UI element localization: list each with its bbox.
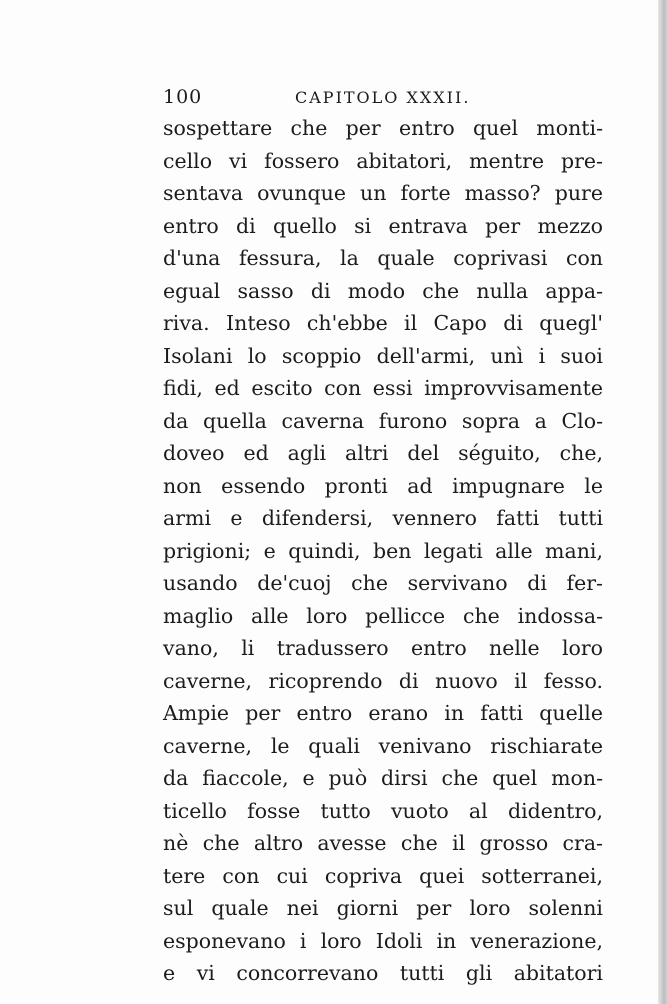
- text-line: d'una fessura, la quale coprivasi con: [163, 246, 603, 270]
- text-line: riva. Inteso ch'ebbe il Capo di quegl': [163, 311, 603, 335]
- body-text: [163, 112, 603, 990]
- text-line: ticello fosse tutto vuoto al didentro,: [163, 798, 603, 823]
- text-line: fidi, ed escito con essi improvvisamente: [163, 376, 603, 400]
- text-line: non essendo pronti ad impugnare le: [163, 473, 603, 498]
- text-line: sul quale nei giorni per loro solenni: [163, 896, 603, 920]
- text-line: Isolani lo scoppio dell'armi, unì i suoi: [163, 343, 603, 368]
- text-line: egual sasso di modo che nulla appa-: [163, 278, 603, 303]
- text-line: caverne, ricoprendo di nuovo il fesso.: [163, 668, 603, 693]
- text-line: sentava ovunque un forte masso? pure: [163, 181, 603, 205]
- page-number: 100: [163, 86, 203, 108]
- text-line: da fiaccole, e può dirsi che quel mon-: [163, 766, 603, 790]
- text-line: prigioni; e quindi, ben legati alle mani,: [163, 538, 603, 563]
- page-edge-shadow: [658, 0, 668, 1004]
- text-line: caverne, le quali venivano rischiarate: [163, 733, 603, 758]
- text-line: tere con cui copriva quei sotterranei,: [163, 863, 603, 888]
- text-line: armi e difendersi, vennero fatti tutti: [163, 506, 603, 530]
- text-line: da quella caverna furono sopra a Clo-: [163, 408, 603, 433]
- text-line: usando de'cuoj che servivano di fer-: [163, 571, 603, 595]
- text-line: sospettare che per entro quel monti-: [163, 116, 603, 140]
- text-line: Ampie per entro erano in fatti quelle: [163, 701, 603, 725]
- text-line: doveo ed agli altri del séguito, che,: [163, 441, 603, 465]
- text-line: nè che altro avesse che il grosso cra-: [163, 831, 603, 855]
- text-line: e vi concorrevano tutti gli abitatori: [163, 961, 603, 985]
- text-line: cello vi fossero abitatori, mentre pre-: [163, 148, 603, 173]
- text-line: esponevano i loro Idoli in venerazione,: [163, 928, 603, 953]
- text-line: maglio alle loro pellicce che indossa-: [163, 603, 603, 628]
- text-line: vano, li tradussero entro nelle loro: [163, 636, 603, 660]
- page-header: [163, 86, 603, 112]
- running-title: CAPITOLO XXXII.: [295, 88, 471, 107]
- text-line: entro di quello si entrava per mezzo: [163, 213, 603, 238]
